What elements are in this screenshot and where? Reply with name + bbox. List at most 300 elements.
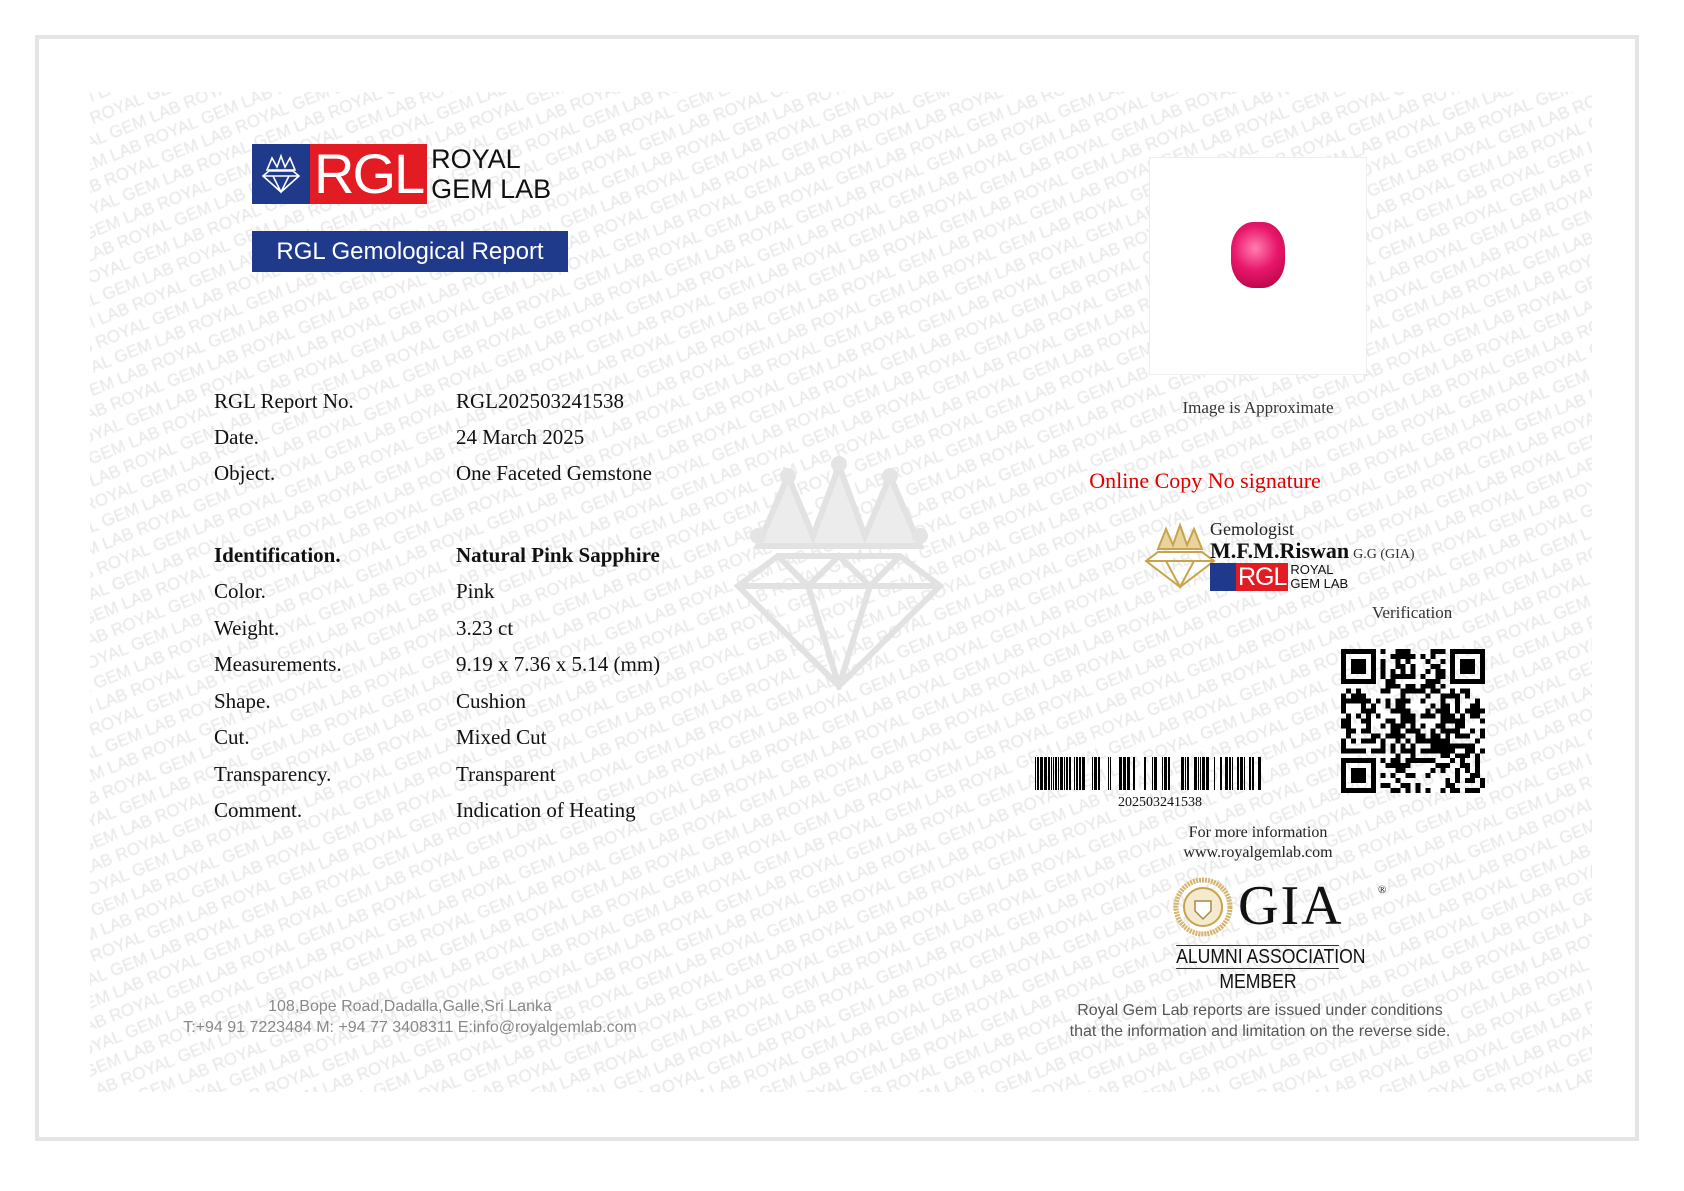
qr-module [1406,714,1411,719]
qr-module [1361,788,1366,793]
qr-module [1430,649,1435,654]
qr-module [1445,728,1450,733]
qr-module [1465,763,1470,768]
qr-module [1425,714,1430,719]
qr-module [1425,694,1430,699]
qr-module [1371,773,1376,778]
qr-module [1445,709,1450,714]
qr-module [1470,748,1475,753]
qr-module [1406,763,1411,768]
qr-module [1470,669,1475,674]
qr-module [1396,788,1401,793]
qr-module [1465,664,1470,669]
qr-module [1361,704,1366,709]
qr-module [1366,758,1371,763]
qr-module [1470,649,1475,654]
image-caption: Image is Approximate [1182,398,1334,417]
qr-module [1470,704,1475,709]
address-line: T:+94 91 7223484 M: +94 77 3408311 E:info@royalgemlab.com [183,1019,637,1036]
qr-module [1415,783,1420,788]
qr-module [1341,788,1346,793]
gemologist-name: M.F.M.Riswan [1210,538,1350,563]
barcode-bar [1206,757,1209,790]
qr-module [1430,714,1435,719]
qr-module [1480,748,1485,753]
qr-module [1440,659,1445,664]
qr-module [1391,733,1396,738]
qr-module [1460,758,1465,763]
qr-module [1351,773,1356,778]
qr-module [1396,684,1401,689]
barcode-bar [1110,757,1111,790]
qr-module [1450,714,1455,719]
qr-module [1465,649,1470,654]
qr-module [1445,753,1450,758]
qr-module [1381,659,1386,664]
qr-module [1351,679,1356,684]
qr-module [1450,694,1455,699]
barcode-bar [1048,757,1050,790]
field-label: Transparency. [214,762,332,786]
barcode-bar [1051,757,1052,790]
logo-line2: GEM LAB [431,174,552,204]
qr-module [1376,699,1381,704]
qr-module [1470,664,1475,669]
qr-module [1425,788,1430,793]
qr-module [1411,654,1416,659]
qr-module [1470,709,1475,714]
qr-module [1475,704,1480,709]
qr-module [1425,684,1430,689]
qr-module [1341,649,1346,654]
qr-module [1346,719,1351,724]
barcode-bar [1202,757,1205,790]
qr-module [1455,788,1460,793]
field-value: 24 March 2025 [456,425,585,449]
gold-crown-diamond-icon [1140,521,1220,589]
qr-module [1371,679,1376,684]
qr-module [1450,783,1455,788]
field-label: Identification. [214,543,341,567]
qr-module [1450,788,1455,793]
qr-module [1470,788,1475,793]
qr-module [1425,669,1430,674]
barcode-bar [1200,757,1201,790]
qr-module [1435,674,1440,679]
barcode-bar [1066,757,1068,790]
field-value: Indication of Heating [456,798,636,822]
qr-module [1450,748,1455,753]
qr-module [1475,679,1480,684]
qr-module [1445,743,1450,748]
qr-module [1411,689,1416,694]
qr-module [1465,669,1470,674]
qr-module [1465,679,1470,684]
qr-module [1445,704,1450,709]
qr-module [1465,743,1470,748]
qr-module [1406,659,1411,664]
qr-module [1391,758,1396,763]
qr-module [1411,773,1416,778]
qr-module [1356,748,1361,753]
qr-module [1420,714,1425,719]
qr-module [1401,704,1406,709]
qr-module [1480,709,1485,714]
qr-module [1356,664,1361,669]
qr-module [1391,763,1396,768]
qr-module [1450,669,1455,674]
qr-module [1361,768,1366,773]
small-logo-line2: GEM LAB [1290,576,1349,591]
qr-module [1401,669,1406,674]
qr-module [1480,674,1485,679]
qr-module [1411,743,1416,748]
qr-module [1411,728,1416,733]
qr-module [1475,699,1480,704]
qr-module [1361,669,1366,674]
qr-module [1411,748,1416,753]
qr-module [1366,699,1371,704]
qr-module [1386,763,1391,768]
barcode-bar [1168,757,1170,790]
lab-address [160,996,660,1038]
qr-module [1356,768,1361,773]
qr-module [1440,788,1445,793]
qr-module [1415,788,1420,793]
barcode-bar [1119,757,1122,790]
qr-module [1341,768,1346,773]
gemologist-signature [1210,539,1415,562]
qr-module [1361,773,1366,778]
field-label: Comment. [214,798,303,822]
qr-module [1406,788,1411,793]
qr-module [1366,719,1371,724]
qr-module [1366,679,1371,684]
qr-module [1366,738,1371,743]
qr-module [1465,753,1470,758]
qr-module [1346,758,1351,763]
qr-module [1341,748,1346,753]
qr-module [1361,659,1366,664]
qr-module [1381,773,1386,778]
qr-module [1440,719,1445,724]
qr-module [1425,738,1430,743]
qr-module [1430,728,1435,733]
qr-module [1420,748,1425,753]
online-copy-notice: Online Copy No signature [1089,468,1321,493]
qr-module [1391,669,1396,674]
qr-module [1341,704,1346,709]
qr-module [1356,788,1361,793]
qr-module [1440,674,1445,679]
qr-module [1351,748,1356,753]
qr-module [1371,659,1376,664]
qr-module [1406,709,1411,714]
qr-module [1430,738,1435,743]
qr-module [1351,694,1356,699]
qr-module [1401,649,1406,654]
gemologist-credential: G.G (GIA) [1353,547,1415,562]
qr-module [1455,773,1460,778]
barcode-bar [1220,757,1222,790]
barcode-bar [1076,757,1078,790]
qr-module [1366,728,1371,733]
barcode-number: 202503241538 [1118,795,1202,810]
qr-module [1435,733,1440,738]
qr-module [1435,743,1440,748]
verification-label: Verification [1372,603,1453,622]
qr-module [1376,733,1381,738]
disclaimer-line: Royal Gem Lab reports are issued under conditions [1077,1002,1443,1019]
qr-module [1460,743,1465,748]
qr-module [1411,753,1416,758]
qr-module [1386,689,1391,694]
qr-module [1465,694,1470,699]
field-value: 3.23 ct [456,616,514,640]
qr-module [1356,669,1361,674]
qr-module [1396,738,1401,743]
qr-module [1371,738,1376,743]
field-value: Transparent [456,762,556,786]
barcode-bar [1185,757,1186,790]
qr-module [1351,728,1356,733]
qr-module [1341,674,1346,679]
qr-module [1346,679,1351,684]
qr-module [1371,733,1376,738]
qr-module [1450,758,1455,763]
qr-module [1371,654,1376,659]
qr-module [1480,664,1485,669]
qr-module [1386,679,1391,684]
qr-module [1406,738,1411,743]
barcode-bar [1198,757,1199,790]
qr-module [1470,679,1475,684]
small-logo-line1: ROYAL [1290,562,1334,577]
verification-qr-code[interactable] [1341,649,1485,793]
qr-module [1415,728,1420,733]
qr-module [1391,728,1396,733]
qr-module [1411,758,1416,763]
qr-module [1361,709,1366,714]
qr-module [1475,753,1480,758]
qr-module [1406,773,1411,778]
website-link[interactable]: www.royalgemlab.com [1183,844,1333,861]
barcode-bar [1237,757,1239,790]
qr-module [1440,699,1445,704]
barcode-bar [1229,757,1231,790]
qr-module [1480,783,1485,788]
qr-module [1396,778,1401,783]
qr-module [1341,654,1346,659]
qr-module [1445,719,1450,724]
qr-module [1430,689,1435,694]
barcode-bar [1069,757,1071,790]
qr-module [1465,659,1470,664]
qr-module [1445,748,1450,753]
qr-module [1401,654,1406,659]
field-value: RGL202503241538 [456,389,624,413]
qr-module [1435,649,1440,654]
qr-module [1411,723,1416,728]
barcode-bar [1240,757,1243,790]
qr-module [1475,649,1480,654]
qr-module [1440,684,1445,689]
qr-module [1341,679,1346,684]
qr-module [1346,788,1351,793]
qr-module [1480,654,1485,659]
qr-module [1440,704,1445,709]
qr-module [1386,733,1391,738]
qr-module [1341,709,1346,714]
qr-module [1445,763,1450,768]
qr-module [1430,654,1435,659]
barcode-bar [1094,757,1097,790]
qr-module [1435,748,1440,753]
qr-module [1346,689,1351,694]
qr-module [1445,714,1450,719]
qr-module [1346,733,1351,738]
qr-module [1440,694,1445,699]
qr-module [1366,714,1371,719]
qr-module [1396,704,1401,709]
qr-module [1411,664,1416,669]
qr-module [1455,723,1460,728]
field-label: Date. [214,425,259,449]
qr-module [1361,664,1366,669]
field-label: Shape. [214,689,271,713]
qr-module [1406,758,1411,763]
qr-module [1361,719,1366,724]
qr-module [1341,699,1346,704]
qr-module [1455,753,1460,758]
qr-module [1371,788,1376,793]
qr-module [1415,738,1420,743]
qr-module [1381,689,1386,694]
qr-module [1381,783,1386,788]
qr-module [1351,649,1356,654]
qr-module [1381,664,1386,669]
qr-module [1465,778,1470,783]
qr-module [1371,768,1376,773]
qr-module [1460,714,1465,719]
qr-module [1465,733,1470,738]
qr-module [1440,669,1445,674]
qr-module [1430,758,1435,763]
qr-module [1465,768,1470,773]
qr-module [1396,768,1401,773]
qr-module [1470,743,1475,748]
qr-module [1391,679,1396,684]
barcode-bar [1055,757,1057,790]
barcode-bar [1187,757,1189,790]
qr-module [1425,758,1430,763]
qr-module [1356,699,1361,704]
qr-module [1351,738,1356,743]
qr-module [1356,649,1361,654]
qr-module [1450,743,1455,748]
qr-module [1351,664,1356,669]
qr-module [1406,699,1411,704]
qr-module [1386,704,1391,709]
logo-line1: ROYAL [431,144,521,174]
qr-module [1445,783,1450,788]
qr-module [1366,649,1371,654]
qr-module [1440,649,1445,654]
qr-module [1435,723,1440,728]
qr-module [1401,699,1406,704]
qr-module [1361,738,1366,743]
qr-module [1455,733,1460,738]
qr-module [1381,743,1386,748]
barcode-bar [1074,757,1075,790]
qr-module [1480,679,1485,684]
field-value: One Faceted Gemstone [456,461,652,485]
qr-module [1341,669,1346,674]
qr-module [1361,758,1366,763]
qr-module [1440,753,1445,758]
barcode-bar [1164,757,1167,790]
qr-module [1346,748,1351,753]
qr-module [1341,723,1346,728]
qr-module [1440,743,1445,748]
qr-module [1460,753,1465,758]
qr-module [1425,679,1430,684]
qr-module [1440,728,1445,733]
qr-module [1420,723,1425,728]
qr-module [1480,728,1485,733]
qr-module [1480,669,1485,674]
qr-module [1371,758,1376,763]
crown-diamond-icon [252,144,310,204]
barcode-bar [1162,757,1163,790]
qr-module [1425,773,1430,778]
qr-module [1341,743,1346,748]
qr-module [1341,738,1346,743]
qr-module [1420,758,1425,763]
qr-module [1386,719,1391,724]
qr-module [1401,783,1406,788]
qr-module [1401,709,1406,714]
qr-module [1450,654,1455,659]
qr-module [1401,723,1406,728]
qr-module [1341,778,1346,783]
qr-module [1341,719,1346,724]
barcode-bar [1064,757,1065,790]
qr-module [1386,699,1391,704]
qr-module [1396,753,1401,758]
qr-module [1420,654,1425,659]
qr-module [1435,738,1440,743]
field-label: Measurements. [214,652,342,676]
rgl-logo [252,144,551,204]
gia-seal-icon [1173,877,1233,937]
gemstone-photo [1231,222,1285,288]
field-value: Cushion [456,689,527,713]
qr-module [1356,773,1361,778]
barcode-bar [1044,757,1047,790]
qr-module [1415,758,1420,763]
qr-module [1356,659,1361,664]
qr-module [1396,674,1401,679]
qr-module [1391,723,1396,728]
qr-module [1480,733,1485,738]
barcode-bar [1232,757,1233,790]
qr-module [1401,743,1406,748]
qr-module [1455,743,1460,748]
qr-module [1440,723,1445,728]
qr-module [1435,669,1440,674]
crown-diamond-watermark [728,456,950,690]
